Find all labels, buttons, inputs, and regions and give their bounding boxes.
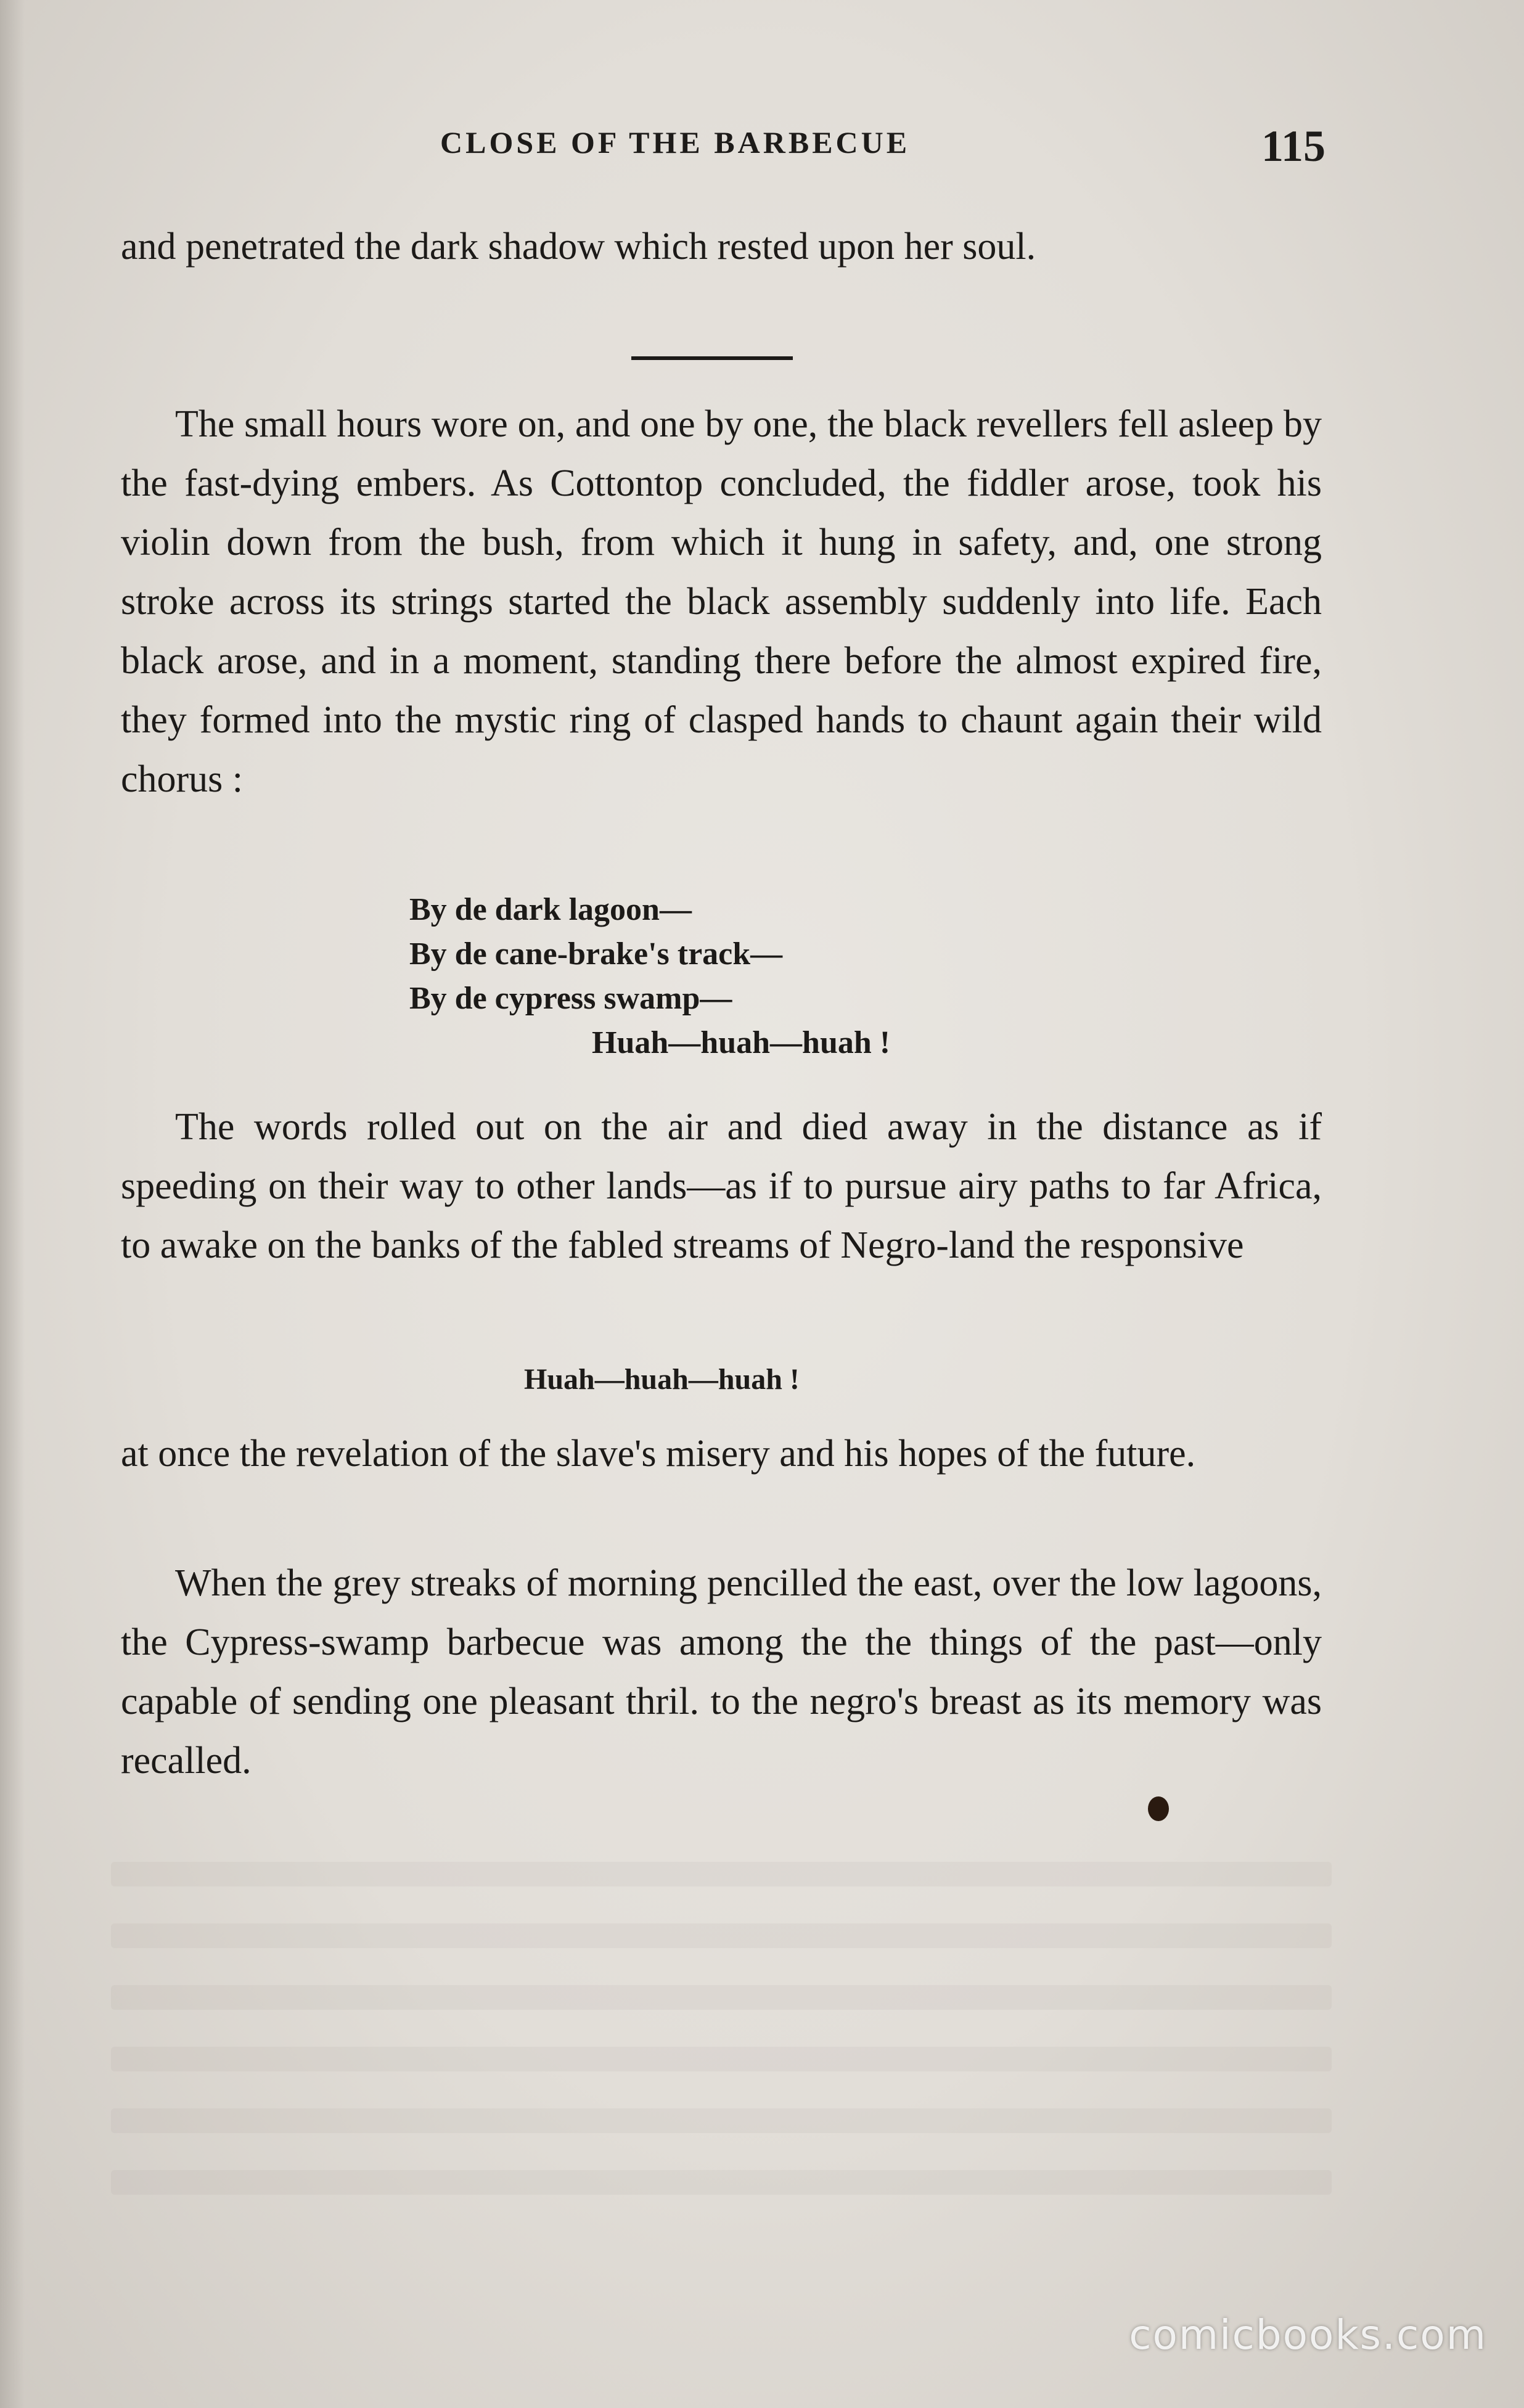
paragraph-grey-streaks [121, 1554, 1322, 1790]
verse-block [409, 888, 964, 1065]
ink-spot [1148, 1796, 1169, 1821]
section-divider [631, 356, 793, 360]
verse-line: By de cane-brake's track— [409, 936, 783, 972]
watermark: comicbooks.com [1129, 2311, 1487, 2359]
bleed-through-line [111, 2108, 1332, 2133]
page-number: 115 [1261, 121, 1325, 171]
running-head-title: CLOSE OF THE BARBECUE [440, 125, 911, 160]
verse-line: By de dark lagoon— [409, 892, 692, 927]
paragraph-words-rolled [121, 1097, 1322, 1275]
paragraph-text: The small hours wore on, and one by one, the black revellers fell asleep by the fast-dying embers. As Cottontop concluded, the fiddler arose, took his violin down from the bush, from which it hung in safety, and, one strong stroke across its strings started the black assembly suddenly into life. Each black arose, and in a moment, standing there before the almost expired fire, they formed into the mystic ring of clasped hands to chaunt again their wild chorus : [121, 403, 1322, 800]
verse-refrain: Huah—huah—huah ! [592, 1025, 891, 1060]
bleed-through-line [111, 2047, 1332, 2071]
paragraph-text: at once the revelation of the slave's misery and his hopes of the future. [121, 1433, 1196, 1475]
bleed-through-line [111, 1985, 1332, 2010]
chorus-line: Huah—huah—huah ! [524, 1363, 800, 1396]
paragraph-continuation [121, 217, 1322, 276]
bleed-through-line [111, 1862, 1332, 1886]
paragraph-small-hours [121, 395, 1322, 809]
paragraph-text: and penetrated the dark shadow which rested upon her soul. [121, 226, 1036, 268]
paragraph-revelation [121, 1424, 1322, 1483]
bleed-through-line [111, 2170, 1332, 2195]
paragraph-text: The words rolled out on the air and died away in the distance as if speeding on their way to other lands—as if to pursue airy paths to far Africa, to awake on the banks of the fabled streams of Negro-land the responsive [121, 1106, 1322, 1266]
running-head [123, 121, 1332, 170]
verse-line: By de cypress swamp— [409, 981, 732, 1016]
page-edge-shadow [0, 0, 25, 2408]
bleed-through-line [111, 1923, 1332, 1948]
paragraph-text: When the grey streaks of morning pencilled the east, over the low lagoons, the Cypress-swamp barbecue was among the the things of the past—only capable of sending one pleasant thril. to the negro's breast as its memory was recalled. [121, 1562, 1322, 1782]
